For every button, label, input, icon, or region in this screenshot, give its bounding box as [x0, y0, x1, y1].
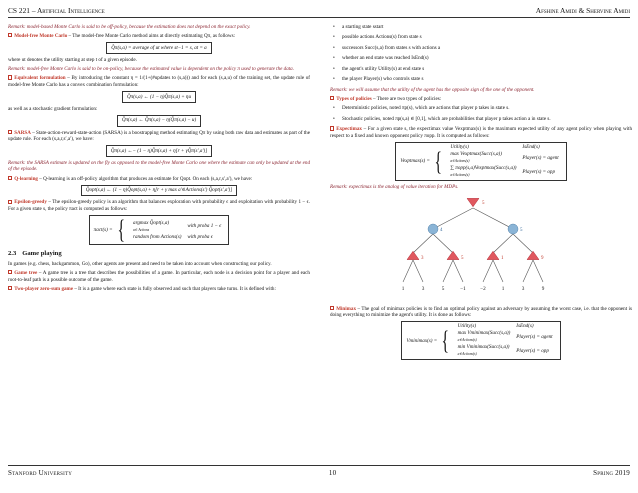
remark-model-free: Remark: model-free Monte Carlo is said to be on-policy, because the estimated value is dependent on the policy π used to generate the data. [8, 66, 294, 73]
utility-definition: where ut denotes the utility starting at step t of a given episode. [8, 56, 137, 63]
list-item: • successors Succ(s,a) from states s with actions a [330, 45, 632, 52]
leaf-value-label: 1 [401, 285, 405, 292]
left-brace-icon: { [441, 325, 450, 355]
footer-university: Stanford University [8, 469, 73, 477]
case-condition: IsEnd(s) [516, 323, 534, 330]
case-condition: Player(s) = agent [516, 333, 553, 340]
expectimax-term: Expectimax [336, 126, 362, 133]
header-course-title: CS 221 – Artificial Intelligence [8, 6, 105, 15]
page-header [8, 6, 630, 15]
max-node [467, 198, 479, 206]
games-intro: In games (e.g. chess, backgammon, Go), other agents are present and need to be taken into account when constructing our policy. [8, 260, 272, 267]
list-item: • the agent's utility Utility(s) at end state s [330, 66, 632, 73]
max-node [447, 251, 459, 259]
case-expression: max Vexptmax(Succ(s,a)) a∈Actions(s) [450, 151, 502, 164]
max-node [527, 251, 539, 259]
tree-edge [493, 234, 513, 253]
node-value-label: 5 [461, 255, 464, 261]
expectimax-paragraph [330, 126, 632, 139]
sarsa-text: – State-action-reward-state-action (SARSA) is a boostrapping method estimating Qπ by using both raw data and estimates as part of the update rule. For each (s,a,r,s′,a′), we have: [8, 129, 310, 143]
left-column [8, 24, 310, 295]
case-expression: ∑ πopp(s,a)Vexptmax(Succ(s,a)) a∈Actions(s) [450, 165, 517, 178]
convex-combination-equation: Q̂π(s,a) ← (1 − η)Q̂π(s,a) + ηu [122, 91, 196, 103]
game-definition-list [330, 24, 632, 83]
epsilon-greedy-cases [130, 220, 224, 241]
chance-node [428, 224, 438, 234]
leaf-value-label: 1 [501, 285, 505, 292]
game-tree-paragraph [8, 270, 310, 283]
case-expression: Utility(s) [450, 144, 469, 151]
case-expression: argmax Q̂opt(s,a) a∈ Actions [133, 219, 170, 232]
tree-edge [483, 260, 493, 282]
policy-list [330, 105, 632, 122]
sarsa-paragraph [8, 130, 310, 143]
q-learning-paragraph [8, 176, 310, 183]
model-free-monte-carlo-text: – The model-free Monte Carlo method aims at directly estimating Qπ, as follows: [67, 33, 235, 40]
leaf-value-label: −2 [480, 285, 486, 292]
node-value-label: 9 [541, 255, 544, 261]
leaf-value-label: 9 [541, 285, 545, 292]
tree-edge [493, 260, 503, 282]
minimax-term: Minimax [336, 305, 356, 312]
case-condition: Player(s) = opp [516, 347, 549, 354]
expectimax-lhs: Vexptmax(s) = [400, 158, 430, 165]
tree-edge [433, 234, 453, 253]
list-item: • whether an end state was reached IsEnd(s) [330, 55, 632, 62]
epsilon-greedy-equation [89, 215, 230, 245]
case-expression: min Vminimax(Succ(s,a)) a∈Actions(s) [457, 344, 510, 357]
game-tree-term: Game tree [14, 270, 38, 276]
minimax-text: – The goal of minimax policies is to find an optimal policy against an adversary by assuming the worst case, i.e. that the opponent is doing everything to minimize the agent's utility. It is done as follows: [330, 305, 632, 319]
case-condition: Player(s) = agent [522, 154, 559, 161]
sarsa-term: SARSA [14, 129, 31, 136]
footer-divider [8, 465, 630, 466]
stochastic-gradient-intro: as well as a stochastic gradient formulation: [8, 105, 98, 112]
case-expression: max Vminimax(Succ(s,a)) a∈Actions(s) [457, 330, 511, 343]
epsilon-greedy-paragraph [8, 199, 310, 212]
max-node [487, 251, 499, 259]
left-brace-icon: { [117, 215, 125, 245]
tree-edge [403, 260, 413, 282]
equivalent-formulation-paragraph [8, 75, 310, 88]
left-brace-icon: { [434, 146, 442, 176]
tree-edge [513, 234, 533, 253]
page-number: 10 [328, 469, 337, 477]
red-box-icon [8, 75, 12, 79]
model-free-monte-carlo-term: Model-free Monte Carlo [14, 33, 68, 40]
two-player-zero-sum-term: Two-player zero-sum game [14, 285, 74, 292]
tree-edge [533, 260, 543, 282]
minimax-lhs: Vminimax(s) = [406, 337, 438, 344]
leaf-value-label: −1 [460, 285, 466, 292]
node-value-label: 3 [421, 255, 424, 261]
remark-utility-sign: Remark: we will assume that the utility of the agent has the opposite sign of the one of the opponent. [330, 86, 535, 93]
list-item: • Deterministic policies, noted πp(s), which are actions that player p takes in state s. [330, 105, 632, 112]
minimax-paragraph [330, 306, 632, 319]
leaf-value-label: 3 [521, 285, 525, 292]
tree-edge [473, 208, 513, 229]
node-value-label: 1 [501, 255, 504, 261]
tree-edge [523, 260, 533, 282]
model-free-monte-carlo-equation: Q̂π(s,a) = average of ut where st−1 = s, at = a [106, 42, 211, 54]
q-learning-equation: Q̂opt(s,a) ← (1 − η)Q̂opt(s,a) + η[r + γ max a′∈Actions(s′) Q̂opt(s′,a′)] [81, 185, 237, 197]
red-box-icon [8, 33, 12, 37]
node-value-label: 4 [440, 227, 443, 233]
red-box-icon [8, 130, 12, 134]
expectimax-text: – For a given state s, the expectimax value Vexptmax(s) is the maximum expected utility of any agent policy when playing with respect to a fixed and known opponent policy πopp. It is computed as follows: [330, 126, 632, 139]
tree-edge [433, 208, 473, 229]
node-value-label: 5 [520, 227, 523, 233]
right-column [330, 24, 632, 363]
game-tree-svg [330, 194, 632, 306]
q-learning-term: Q-learning [14, 175, 38, 182]
leaf-value-label: 5 [441, 285, 445, 292]
section-number: 2.3 [8, 250, 17, 258]
red-box-icon [330, 96, 334, 100]
red-box-icon [330, 306, 334, 310]
tree-edge [413, 234, 433, 253]
epsilon-greedy-text: – The epsilon-greedy policy is an algorithm that balances exploration with probability ϵ and exploitation with probability 1 − ϵ. For a given state s, the policy πact is computed as follows: [8, 199, 310, 213]
minimax-equation [401, 321, 560, 360]
page-footer [8, 469, 630, 477]
section-heading [8, 251, 310, 258]
equivalent-formulation-text: – By introducing the constant η = 1/(1+(#updates to (s,a))) and for each (s,a,u) of the training set, the update rule of model-free Monte Carlo has a convex combination formulation: [8, 75, 310, 88]
red-box-icon [8, 200, 12, 204]
stochastic-gradient-equation: Q̂π(s,a) ← Q̂π(s,a) − η(Q̂π(s,a) − u) [117, 115, 201, 127]
case-condition: IsEnd(s) [522, 144, 540, 151]
expectimax-game-tree [330, 194, 632, 306]
list-item: • a starting state sstart [330, 24, 632, 31]
game-tree-text: – A game tree is a tree that describes the possibilities of a game. In particular, each node is a decision point for a player and each root-to-leaf path is a possible outcome of the game. [8, 270, 310, 283]
sarsa-equation: Q̂π(s,a) ←− (1 − η)Q̂π(s,a) + η[r + γQ̂π(s′,a′)] [106, 145, 212, 157]
red-box-icon [8, 176, 12, 180]
two-player-zero-sum-paragraph [8, 286, 310, 293]
epsilon-greedy-lhs: πact(s) = [93, 226, 113, 233]
max-node [407, 251, 419, 259]
types-of-policies-paragraph [330, 96, 632, 103]
case-condition: Player(s) = opp [522, 168, 555, 175]
list-item: • possible actions Actions(s) from state s [330, 34, 632, 41]
equivalent-formulation-term: Equivalent formulation [14, 75, 66, 82]
tree-edge [453, 260, 463, 282]
tree-edge [443, 260, 453, 282]
red-box-icon [330, 126, 334, 130]
node-value-label: 5 [482, 200, 485, 206]
remark-model-based: Remark: model-based Monte Carlo is said to be off-policy, because the estimation does not depend on the exact policy. [8, 24, 251, 30]
case-condition: with proba ϵ [187, 233, 213, 240]
model-free-monte-carlo-paragraph [8, 33, 310, 40]
expectimax-equation [395, 142, 566, 181]
tree-edge [413, 260, 423, 282]
header-divider [8, 17, 630, 18]
section-title: Game playing [22, 250, 62, 258]
expectimax-cases [447, 144, 561, 179]
red-box-icon [8, 286, 12, 290]
list-item: • the player Player(s) who controls state s [330, 76, 632, 83]
q-learning-text: – Q-learning is an off-policy algorithm that produces an estimate for Qopt. On each (s,a,r,s′,a′), we have: [37, 175, 253, 182]
remark-sarsa: Remark: the SARSA estimate is updated on the fly as opposed to the model-free Monte Carlo one where the estimate can only be updated at the end of the episode. [8, 159, 310, 173]
minimax-cases [455, 323, 556, 358]
epsilon-greedy-term: Epsilon-greedy [14, 199, 47, 206]
list-item: • Stochastic policies, noted πp(s,a) ∈ [0,1], which are probabilities that player p takes action a in state s. [330, 116, 632, 123]
two-player-zero-sum-text: – It is a game where each state is fully observed and such that players take turns. It is defined with: [73, 285, 276, 292]
case-condition: with proba 1 − ϵ [187, 223, 222, 230]
red-box-icon [8, 270, 12, 274]
footer-term: Spring 2019 [593, 469, 630, 477]
case-expression: Utility(s) [457, 323, 477, 330]
header-authors: Afshine Amidi & Shervine Amidi [535, 6, 630, 15]
leaf-value-label: 3 [421, 285, 425, 292]
types-of-policies-term: Types of policies [336, 96, 372, 103]
case-expression: random from Actions(s) [133, 233, 182, 240]
types-of-policies-text: – There are two types of policies: [371, 96, 442, 103]
chance-node [508, 224, 518, 234]
remark-expectimax: Remark: expectimax is the analog of value iteration for MDPs. [330, 184, 459, 191]
